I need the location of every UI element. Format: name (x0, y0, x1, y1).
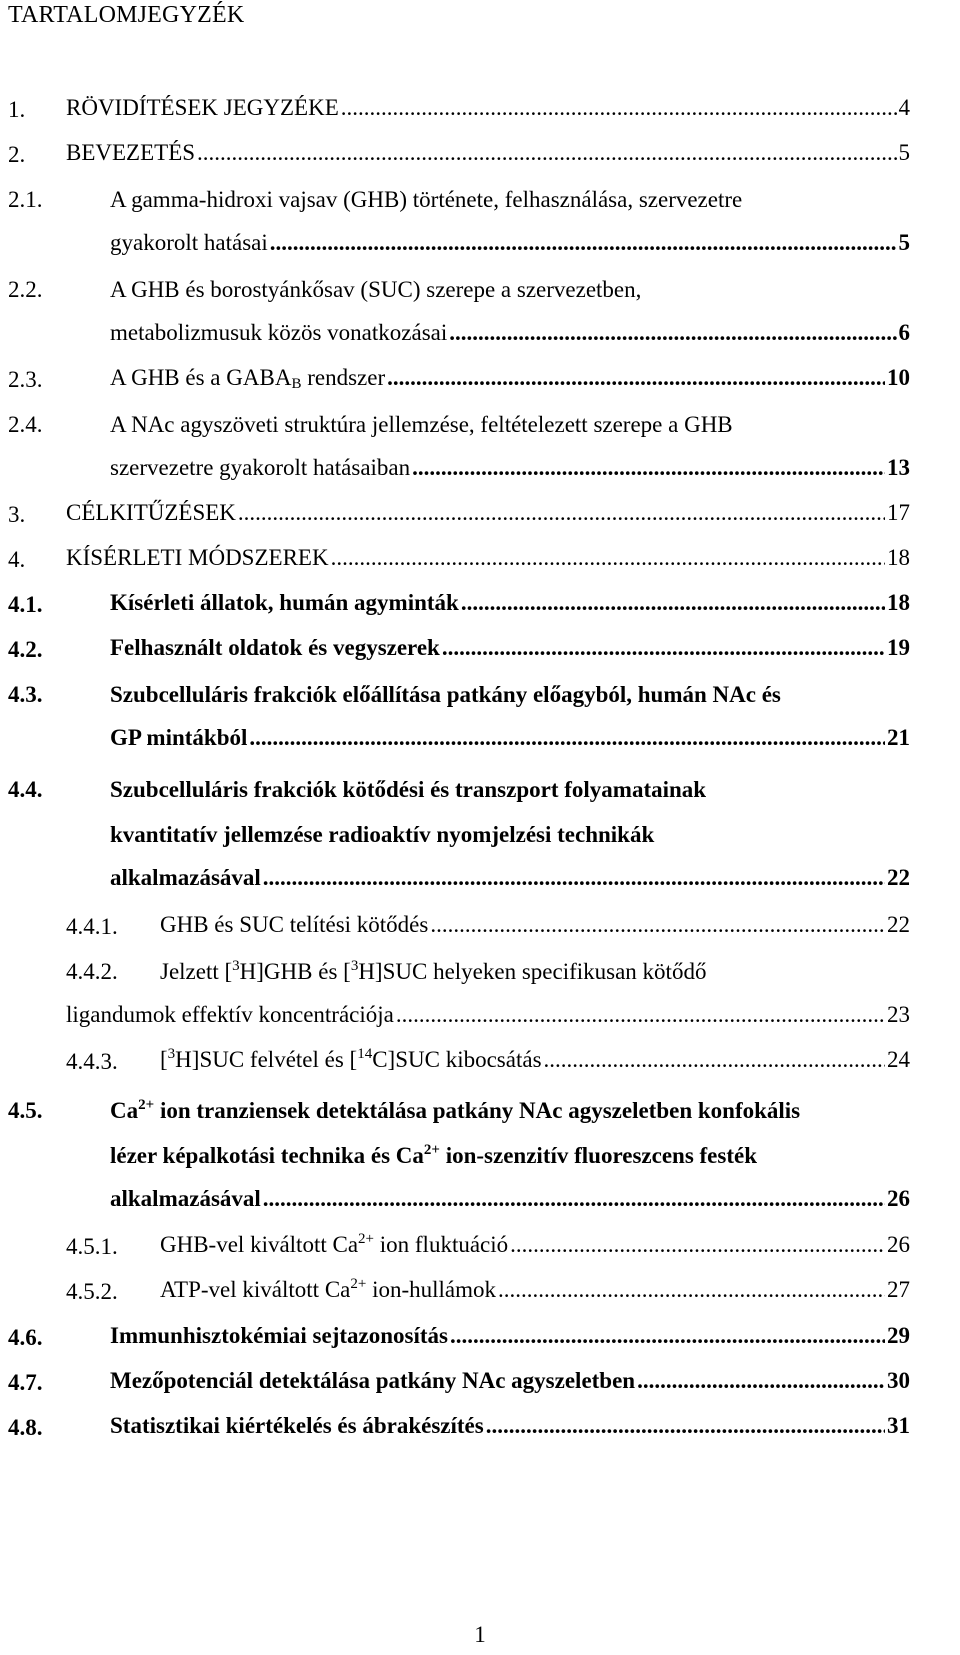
toc-entry-title: Szubcelluláris frakciók kötődési és transzport folyamatainak (110, 777, 707, 802)
toc-page-number: 31 (887, 1413, 910, 1438)
toc-page-number: 19 (887, 635, 910, 660)
toc-entry-number: 4.4.1. (66, 914, 118, 939)
toc-entry-title-cont: alkalmazásával (110, 1186, 261, 1211)
toc-entry-title: ATP-vel kiváltott $Ca^{2+}$ ion-hullámok (160, 1276, 497, 1302)
toc-entry-title: $Ca^{2+}$ ion tranziensek detektálása patkány NAc agyszeletben konfokális (110, 1097, 801, 1123)
toc-page-number: 22 (887, 865, 910, 890)
toc-entry-title: GHB-vel kiváltott $Ca^{2+}$ ion fluktuáció (160, 1231, 509, 1257)
toc-page-number: 17 (887, 500, 910, 525)
toc-page-number: 18 (887, 545, 910, 570)
toc-entry-number: 2.3. (8, 367, 43, 392)
toc-entry-number: 2. (8, 142, 26, 167)
toc-entry-4-1-leader (110, 590, 910, 616)
toc-entry-title-cont: gyakorolt hatásai (110, 230, 268, 255)
toc-entry-number: 4.6. (8, 1325, 43, 1350)
toc-entry-title: CÉLKITŰZÉSEK (66, 500, 236, 525)
toc-entry-2-leader (66, 140, 910, 166)
toc-entry-4-5-2-leader (160, 1277, 910, 1303)
toc-page-number: 6 (898, 320, 910, 345)
toc-entry-title-cont: ligandumok effektív koncentrációja (66, 1002, 394, 1027)
toc-entry-4-4-leader (110, 865, 910, 891)
toc-entry-4-4-1-leader (160, 912, 910, 938)
toc-page-number: 21 (887, 725, 910, 750)
toc-entry-4-2-leader (110, 635, 910, 661)
toc-entry-2-1-line1 (110, 185, 742, 215)
toc-entry-4-6-leader (110, 1323, 910, 1349)
toc-entry-title: Immunhisztokémiai sejtazonosítás (110, 1323, 448, 1348)
toc-page-number: 26 (887, 1186, 910, 1211)
toc-entry-4-leader (66, 545, 910, 571)
toc-page-number: 22 (887, 912, 910, 937)
toc-entry-number: 4.1. (8, 592, 43, 617)
toc-entry-4-5-1-leader (160, 1232, 910, 1258)
toc-entry-number: 3. (8, 502, 26, 527)
toc-page-number: 26 (887, 1232, 910, 1257)
toc-page-number: 23 (887, 1002, 910, 1027)
toc-entry-4-7-leader (110, 1368, 910, 1394)
toc-entry-2-4-leader (110, 455, 910, 481)
toc-page-number: 4 (898, 95, 910, 120)
toc-entry-2-2-leader (110, 320, 910, 346)
toc-entry-title: Mezőpotenciál detektálása patkány NAc agyszeletben (110, 1368, 636, 1393)
toc-entry-4-4-2-leader (66, 1002, 910, 1028)
toc-entry-2-4-line1 (110, 410, 733, 440)
toc-entry-title: Felhasznált oldatok és vegyszerek (110, 635, 440, 660)
toc-entry-number: 4.7. (8, 1370, 43, 1395)
toc-entry-title: Kísérleti állatok, humán agyminták (110, 590, 459, 615)
toc-page-number: 24 (887, 1047, 910, 1072)
toc-entry-number: 4.2. (8, 637, 43, 662)
toc-entry-number: 2.2. (8, 277, 43, 302)
toc-entry-2-1-leader (110, 230, 910, 256)
toc-entry-4-8-leader (110, 1413, 910, 1439)
toc-entry-title-cont: szervezetre gyakorolt hatásaiban (110, 455, 411, 480)
toc-page-number: 10 (887, 365, 910, 390)
toc-entry-4-4-line2 (110, 820, 654, 850)
toc-entry-number: 4.8. (8, 1415, 43, 1440)
toc-entry-number: 4.3. (8, 682, 43, 707)
toc-entry-4-5-line2 (110, 1141, 757, 1171)
toc-entry-title: Statisztikai kiértékelés és ábrakészítés (110, 1413, 484, 1438)
toc-entry-2-2-line1 (110, 275, 641, 305)
toc-entry-title: [$^3$H]SUC felvétel és [$^{14}$C]SUC kibocsátás (160, 1046, 542, 1072)
toc-entry-4-3-leader (110, 725, 910, 751)
toc-page-number: 5 (898, 230, 910, 255)
toc-entry-number: 2.4. (8, 412, 43, 437)
toc-entry-number: 4.4. (8, 777, 43, 802)
page-title: TARTALOMJEGYZÉK (8, 2, 245, 28)
toc-entry-1-leader (66, 95, 910, 121)
toc-entry-4-5-leader (110, 1186, 910, 1212)
toc-entry-title: A GHB és borostyánkősav (SUC) szerepe a szervezetben, (110, 277, 642, 302)
toc-entry-title: A GHB és a $GABA_B$ rendszer (110, 365, 386, 392)
toc-entry-number: 4.5.2. (66, 1279, 118, 1304)
toc-entry-number: 4. (8, 547, 26, 572)
toc-entry-title-cont: alkalmazásával (110, 865, 261, 890)
toc-entry-2-3-leader (110, 365, 910, 391)
toc-entry-number: 2.1. (8, 187, 43, 212)
toc-entry-title-cont: kvantitatív jellemzése radioaktív nyomjelzési technikák (110, 822, 655, 847)
toc-entry-title: Jelzett [$^3$H]GHB és [$^3$H]SUC helyeken specifikusan kötődő (160, 958, 707, 984)
toc-entry-title: GHB és SUC telítési kötődés (160, 912, 429, 937)
toc-page-number: 13 (887, 455, 910, 480)
toc-entry-number: 4.5.1. (66, 1234, 118, 1259)
toc-page-number: 29 (887, 1323, 910, 1348)
toc-entry-title-cont: metabolizmusuk közös vonatkozásai (110, 320, 448, 345)
toc-entry-title: A NAc agyszöveti struktúra jellemzése, feltételezett szerepe a GHB (110, 412, 733, 437)
toc-entry-number: 1. (8, 97, 26, 122)
toc-entry-title: RÖVIDÍTÉSEK JEGYZÉKE (66, 95, 339, 120)
toc-page-number: 30 (887, 1368, 910, 1393)
toc-entry-title-cont: GP mintákból (110, 725, 248, 750)
toc-entry-4-4-line1 (110, 775, 706, 805)
toc-entry-title: Szubcelluláris frakciók előállítása patkány előagyból, humán NAc és (110, 682, 781, 707)
toc-entry-title: KÍSÉRLETI MÓDSZEREK (66, 545, 329, 570)
toc-entry-4-4-3-leader (160, 1047, 910, 1073)
toc-page-number: 27 (887, 1277, 910, 1302)
toc-entry-title-cont: lézer képalkotási technika és $Ca^{2+}$ ion-szenzitív fluoreszcens festék (110, 1142, 758, 1168)
toc-entry-title: A gamma-hidroxi vajsav (GHB) története, felhasználása, szervezetre (110, 187, 743, 212)
toc-page-number: 5 (898, 140, 910, 165)
toc-entry-number: 4.4.2. (66, 959, 118, 984)
toc-entry-4-5-line1 (110, 1096, 800, 1126)
toc-entry-3-leader (66, 500, 910, 526)
toc-entry-number: 4.4.3. (66, 1049, 118, 1074)
toc-entry-4-3-line1 (110, 680, 781, 710)
toc-entry-title: BEVEZETÉS (66, 140, 196, 165)
page-number: 1 (474, 1622, 486, 1647)
toc-page-number: 18 (887, 590, 910, 615)
toc-entry-4-4-2-line1 (160, 957, 706, 987)
toc-entry-number: 4.5. (8, 1098, 43, 1123)
